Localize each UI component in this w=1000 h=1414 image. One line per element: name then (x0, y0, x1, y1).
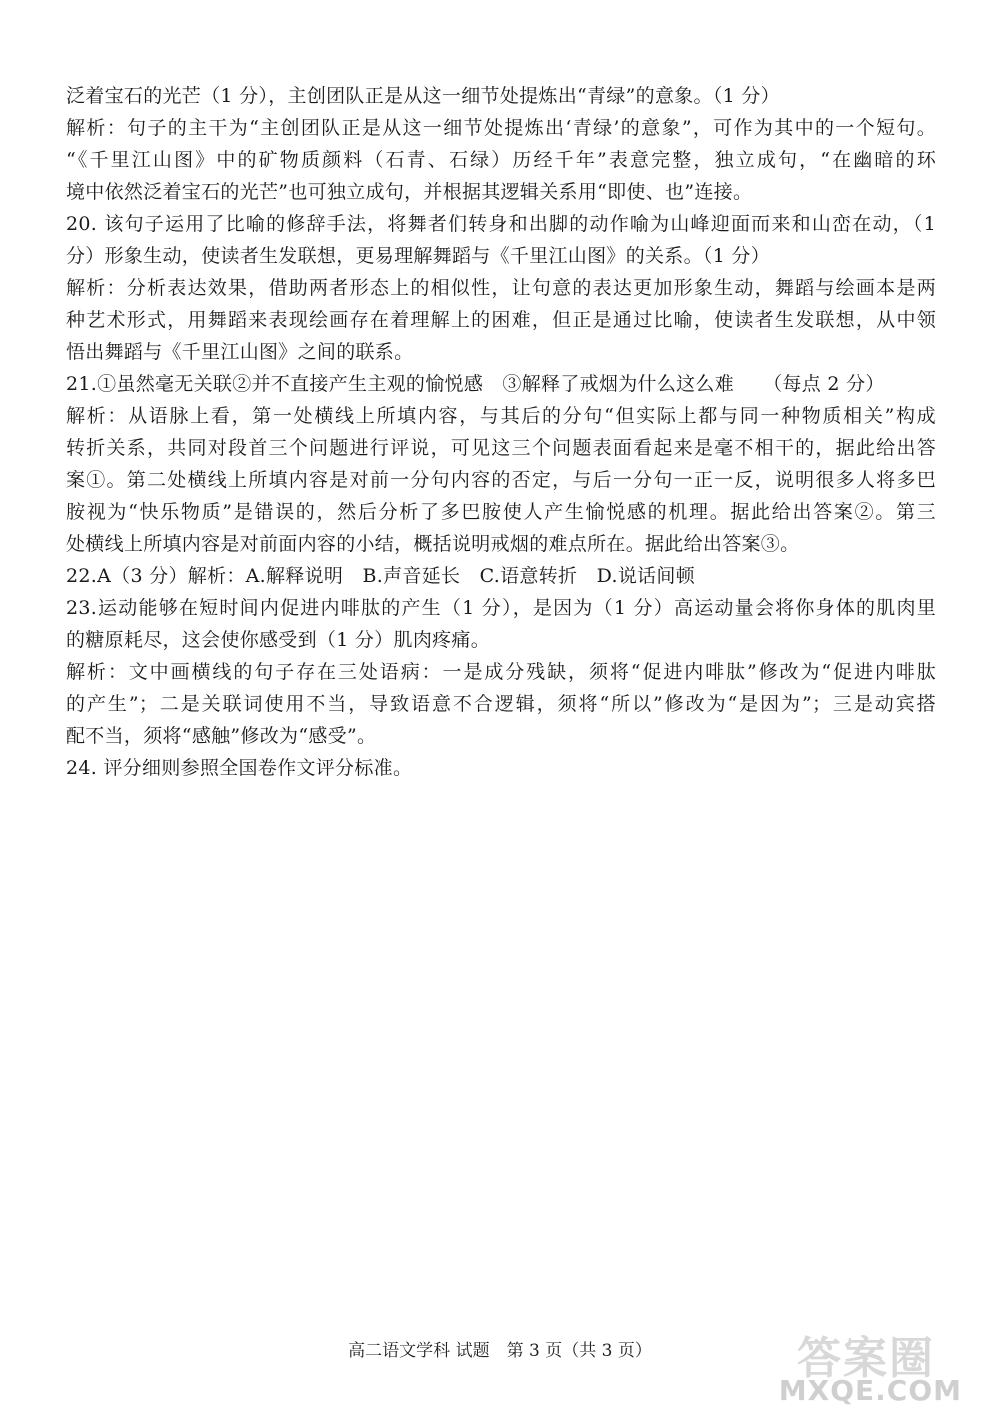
text-line: 的糖原耗尽，这会使你感受到（1 分）肌肉疼痛。 (66, 629, 491, 651)
text-line: 22.A（3 分）解析：A.解释说明 B.声音延长 C.语意转折 D.说话间顿 (66, 565, 696, 587)
text-line: 20. 该句子运用了比喻的修辞手法，将舞者们转身和出脚的动作喻为山峰迎面而来和山峦在动，（1 (66, 213, 936, 235)
text-line: 解析：从语脉上看，第一处横线上所填内容，与其后的分句“但实际上都与同一种物质相关”构成 (66, 405, 936, 427)
text-line: “《千里江山图》中的矿物质颜料（石青、石绿）历经千年”表意完整，独立成句，“在幽暗的环 (66, 149, 936, 171)
page-footer: 高二语文学科 试题 第 3 页（共 3 页） (348, 1341, 652, 1361)
text-line: 胺视为“快乐物质”是错误的，然后分析了多巴胺使人产生愉悦感的机理。据此给出答案②。第三 (66, 501, 936, 523)
text-line: 悟出舞蹈与《千里江山图》之间的联系。 (66, 341, 414, 363)
watermark-domain-text: MXQE.COM (778, 1374, 962, 1407)
watermark-logo (778, 1322, 962, 1407)
text-line: 种艺术形式，用舞蹈来表现绘画存在着理解上的困难，但正是通过比喻，使读者生发联想，从中领 (66, 309, 936, 331)
text-line: 解析：文中画横线的句子存在三处语病：一是成分残缺，须将“促进内啡肽”修改为“促进内啡肽 (66, 661, 936, 683)
text-line: 解析：句子的主干为“主创团队正是从这一细节处提炼出‘青绿’的意象”，可作为其中的一个短句。 (66, 117, 936, 139)
text-line: 配不当，须将“感触”修改为“感受”。 (66, 725, 377, 747)
text-line: 泛着宝石的光芒（1 分），主创团队正是从这一细节处提炼出“青绿”的意象。（1 分） (66, 85, 780, 107)
text-line: 解析：分析表达效果，借助两者形态上的相似性，让句意的表达更加形象生动，舞蹈与绘画本是两 (66, 277, 936, 299)
text-line: 境中依然泛着宝石的光芒”也可独立成句，并根据其逻辑关系用“即使、也”连接。 (66, 181, 753, 203)
text-line: 转折关系，共同对段首三个问题进行评说，可见这三个问题表面看起来是毫不相干的，据此给出答 (66, 437, 936, 459)
text-line: 处横线上所填内容是对前面内容的小结，概括说明戒烟的难点所在。据此给出答案③。 (66, 533, 800, 555)
text-line: 案①。第二处横线上所填内容是对前一分句内容的否定，与后一分句一正一反，说明很多人将多巴 (66, 469, 936, 491)
text-line: 的产生”；二是关联词使用不当，导致语意不合逻辑，须将“所以”修改为“是因为”；三是动宾搭 (66, 693, 936, 715)
text-line: 21.①虽然毫无关联②并不直接产生主观的愉悦感 ③解释了戒烟为什么这么难 （每点 2 分） (66, 373, 885, 395)
watermark-logo-text: 答案圈 (797, 1333, 935, 1384)
text-line: 分）形象生动，使读者生发联想，更易理解舞蹈与《千里江山图》的关系。（1 分） (66, 245, 771, 267)
text-line: 23.运动能够在短时间内促进内啡肽的产生（1 分），是因为（1 分）高运动量会将你身体的肌肉里 (66, 597, 936, 619)
text-line: 24. 评分细则参照全国卷作文评分标准。 (66, 757, 413, 779)
answer-text-body (66, 80, 936, 784)
